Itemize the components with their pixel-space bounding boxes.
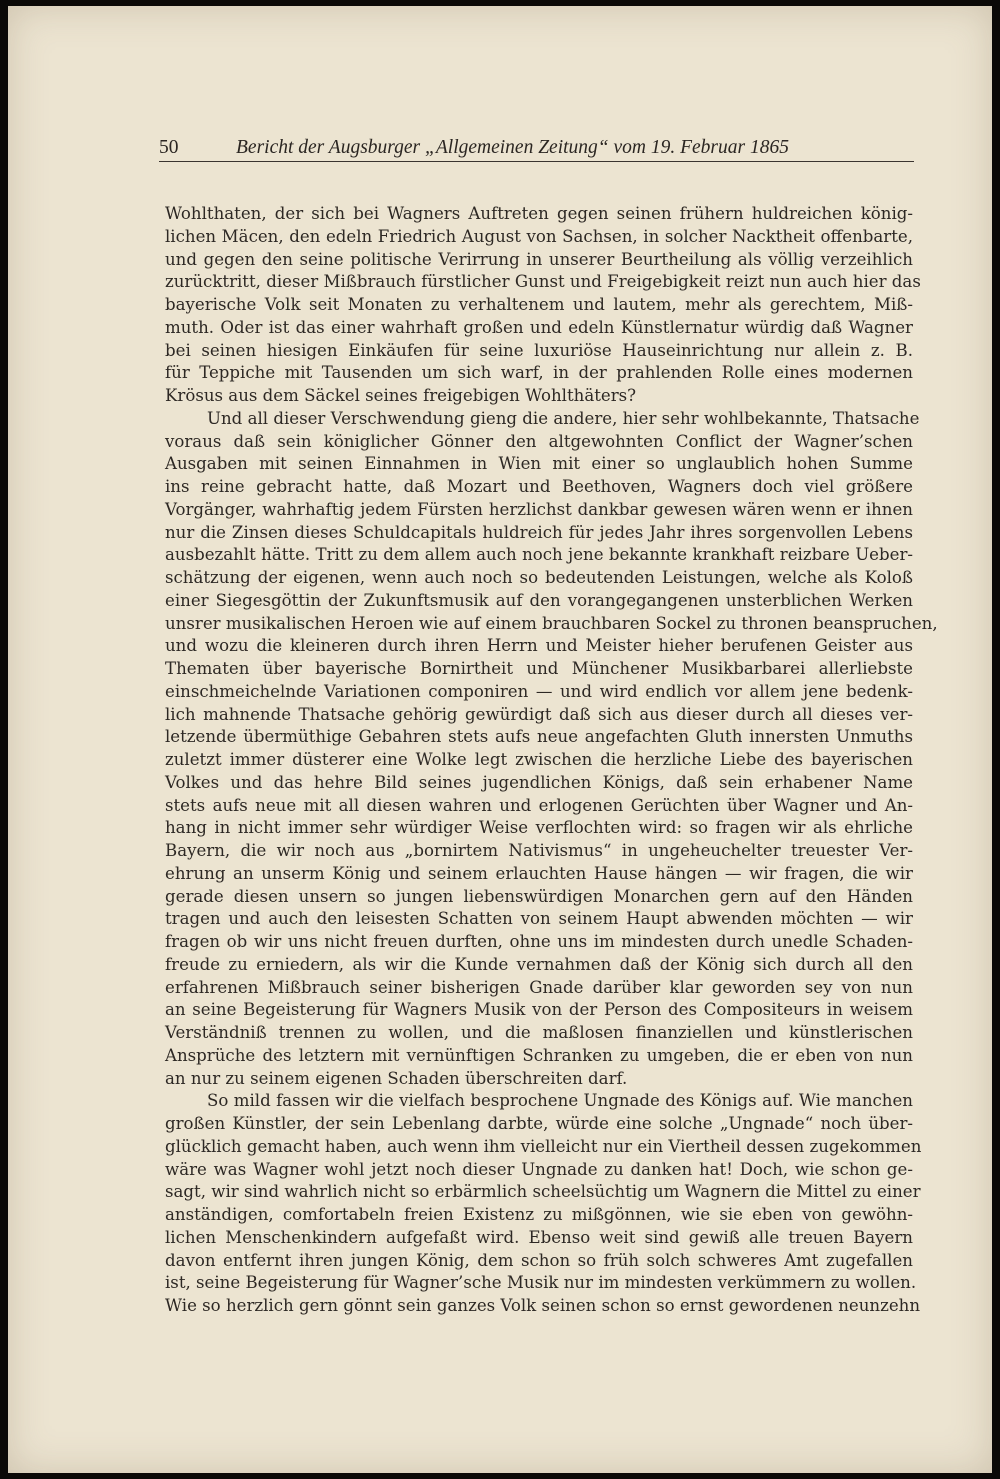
text-line: letzende übermüthige Gebahren stets aufs neue angefachten Gluth innersten Unmuths	[165, 727, 913, 747]
text-line: zuletzt immer düsterer eine Wolke legt zwischen die herzliche Liebe des bayerischen	[165, 750, 913, 769]
text-line: bei seinen hiesigen Einkäufen für seine luxuriöse Hauseinrichtung nur allein z. B.	[165, 340, 913, 360]
text-line: stets aufs neue mit all diesen wahren und erlogenen Gerüchten über Wagner und An-	[165, 795, 913, 815]
text-line: und gegen den seine politische Verirrung in unserer Beurtheilung als völlig verzeihlich	[165, 249, 913, 269]
text-line: lichen Mäcen, den edeln Friedrich August von Sachsen, in solcher Nacktheit offenbarte,	[165, 226, 913, 246]
text-line: glücklich gemacht haben, auch wenn ihm vielleicht nur ein Viertheil dessen zugekommen	[165, 1136, 922, 1156]
text-line: davon entfernt ihren jungen König, dem schon so früh solch schweres Amt zugefallen	[165, 1250, 913, 1270]
text-line: hang in nicht immer sehr würdiger Weise verflochten wird: so fragen wir als ehrliche	[165, 818, 913, 838]
text-line: lich mahnende Thatsache gehörig gewürdigt daß sich aus dieser durch all dieses ver-	[165, 704, 913, 724]
text-line: erfahrenen Mißbrauch seiner bisherigen Gnade darüber klar geworden sey von nun	[165, 977, 913, 997]
text-line: an seine Begeisterung für Wagners Musik von der Person des Compositeurs in weisem	[165, 1000, 913, 1020]
text-line: ehrung an unserm König und seinem erlauchten Hause hängen — wir fragen, die wir	[165, 863, 913, 883]
text-line: zurücktritt, dieser Mißbrauch fürstlicher Gunst und Freigebigkeit reizt nun auch hier das	[165, 272, 921, 292]
text-line: einer Siegesgöttin der Zukunftsmusik auf den vorangegangenen unsterblichen Werken	[165, 590, 913, 610]
text-line: unsrer musikalischen Heroen wie auf einem brauchbaren Sockel zu thronen beanspruchen,	[165, 613, 938, 633]
text-line: voraus daß sein königlicher Gönner den altgewohnten Conflict der Wagner’schen	[165, 431, 913, 451]
text-line: gerade diesen unsern so jungen liebenswürdigen Monarchen gern auf den Händen	[165, 886, 913, 906]
text-line: schätzung der eigenen, wenn auch noch so bedeutenden Leistungen, welche als Koloß	[165, 568, 913, 587]
text-line: Und all dieser Verschwendung gieng die andere, hier sehr wohlbekannte, Thatsache	[207, 408, 920, 428]
text-line: Wie so herzlich gern gönnt sein ganzes Volk seinen schon so ernst gewordenen neunzehn	[165, 1296, 921, 1315]
body-text	[165, 203, 938, 1318]
text-line: Thematen über bayerische Bornirtheit und Münchener Musikbarbarei allerliebste	[165, 659, 913, 678]
text-line: Volkes und das hehre Bild seines jugendlichen Königs, daß sein erhabener Name	[165, 772, 913, 792]
text-line: So mild fassen wir die vielfach besprochene Ungnade des Königs auf. Wie manchen	[207, 1091, 913, 1111]
text-line: an nur zu seinem eigenen Schaden überschreiten darf.	[165, 1068, 628, 1088]
text-line: Verständniß trennen zu wollen, und die maßlosen finanziellen und künstlerischen	[165, 1023, 913, 1042]
page-number: 50	[159, 137, 179, 158]
text-line: ist, seine Begeisterung für Wagner’sche Musik nur im mindesten verkümmern zu wollen.	[165, 1273, 917, 1293]
text-line: Ansprüche des letztern mit vernünftigen Schranken zu umgeben, die er eben von nun	[165, 1045, 913, 1065]
text-line: bayerische Volk seit Monaten zu verhaltenem und lautem, mehr als gerechtem, Miß-	[165, 295, 913, 314]
text-line: fragen ob wir uns nicht freuen durften, ohne uns im mindesten durch unedle Schaden-	[165, 932, 913, 951]
text-line: einschmeichelnde Variationen componiren — und wird endlich vor allem jene bedenk-	[165, 681, 913, 701]
text-line: großen Künstler, der sein Lebenlang darbte, würde eine solche „Ungnade“ noch über-	[165, 1114, 913, 1133]
text-line: ausbezahlt hätte. Tritt zu dem allem auch noch jene bekannte krankhaft reizbare Ueber-	[165, 545, 913, 565]
text-line: sagt, wir sind wahrlich nicht so erbärmlich scheelsüchtig um Wagnern die Mittel zu einer	[165, 1182, 921, 1202]
book-page	[8, 6, 992, 1473]
text-line: Vorgänger, wahrhaftig jedem Fürsten herzlichst dankbar gewesen wären wenn er ihnen	[165, 499, 913, 519]
text-line: Ausgaben mit seinen Einnahmen in Wien mit einer so unglaublich hohen Summe	[165, 454, 913, 474]
text-line: nur die Zinsen dieses Schuldcapitals huldreich für jedes Jahr ihres sorgenvollen Lebens	[165, 522, 913, 542]
text-line: anständigen, comfortabeln freien Existenz zu mißgönnen, wie sie eben von gewöhn-	[165, 1205, 913, 1224]
text-line: für Teppiche mit Tausenden um sich warf, in der prahlenden Rolle eines modernen	[165, 363, 913, 383]
text-line: tragen und auch den leisesten Schatten von seinem Haupt abwenden möchten — wir	[165, 909, 913, 929]
text-line: muth. Oder ist das einer wahrhaft großen und edeln Künstlernatur würdig daß Wagner	[165, 317, 913, 337]
text-line: Bayern, die wir noch aus „bornirtem Nativismus“ in ungeheuchelter treuester Ver-	[165, 841, 913, 860]
text-line: Wohlthaten, der sich bei Wagners Auftreten gegen seinen frühern huldreichen könig-	[165, 204, 913, 223]
text-line: wäre was Wagner wohl jetzt noch dieser Ungnade zu danken hat! Doch, wie schon ge-	[165, 1159, 913, 1179]
text-line: freude zu erniedern, als wir die Kunde vernahmen daß der König sich durch all den	[165, 954, 913, 974]
running-header	[159, 135, 914, 162]
text-line: ins reine gebracht hatte, daß Mozart und Beethoven, Wagners doch viel größere	[165, 477, 913, 496]
text-line: und wozu die kleineren durch ihren Herrn und Meister hieher berufenen Geister aus	[165, 636, 913, 656]
running-title: Bericht der Augsburger „Allgemeinen Zeitung“ vom 19. Februar 1865	[236, 137, 789, 158]
text-line: lichen Menschenkindern aufgefaßt wird. Ebenso weit sind gewiß alle treuen Bayern	[165, 1227, 913, 1247]
text-line: Krösus aus dem Säckel seines freigebigen Wohlthäters?	[165, 386, 637, 405]
